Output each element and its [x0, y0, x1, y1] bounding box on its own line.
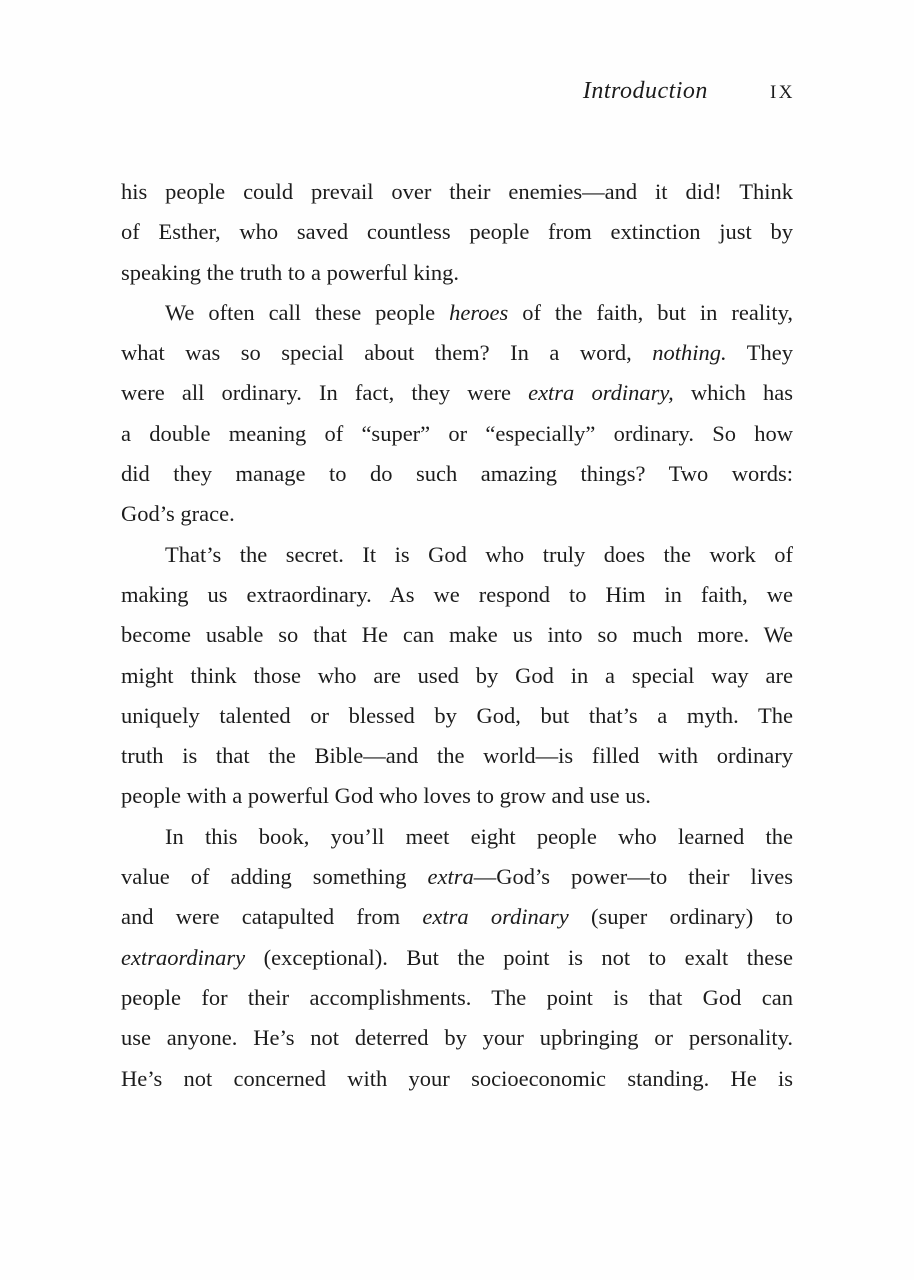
- body-text: (exceptional). But the point is not to exalt these: [245, 944, 793, 970]
- text-line: [121, 253, 793, 293]
- body-text: value of adding something: [121, 864, 428, 890]
- text-line: [121, 494, 793, 534]
- italic-text: extra ordinary: [422, 904, 569, 930]
- body-text: people with a powerful God who loves to grow and use us.: [121, 783, 651, 809]
- paragraph: [121, 172, 793, 293]
- text-line: [121, 776, 793, 816]
- text-line: [121, 938, 793, 978]
- body-text: He’s not concerned with your socioeconomic standing. He is: [121, 1065, 793, 1091]
- text-line: [121, 857, 793, 897]
- italic-text: heroes: [449, 299, 509, 325]
- paragraph: [121, 535, 793, 817]
- body-text: use anyone. He’s not deterred by your upbringing or personality.: [121, 1025, 793, 1051]
- body-text: That’s the secret. It is God who truly does the work of: [165, 541, 793, 567]
- italic-text: extraordinary: [121, 944, 246, 970]
- body-text: making us extraordinary. As we respond to Him in faith, we: [121, 581, 793, 607]
- italic-text: nothing.: [652, 340, 727, 366]
- body-text: did they manage to do such amazing things? Two words:: [121, 461, 793, 487]
- running-head-title: Introduction: [582, 78, 708, 104]
- text-line: [121, 212, 793, 252]
- body-text: God’s grace.: [121, 501, 235, 527]
- italic-text: extra: [427, 864, 474, 890]
- body-text: We often call these people: [165, 299, 450, 325]
- body-text: his people could prevail over their enemies—and it did! Think: [121, 179, 793, 204]
- body-text: people for their accomplishments. The point is that God can: [121, 984, 793, 1010]
- page-header: [121, 78, 795, 105]
- text-line: [121, 897, 793, 937]
- body-text: might think those who are used by God in a special way are: [121, 662, 793, 688]
- text-line: [121, 817, 793, 857]
- body-text: become usable so that He can make us into so much more. We: [121, 622, 793, 648]
- text-line: [121, 373, 793, 413]
- text-line: [121, 978, 793, 1018]
- text-line: [121, 414, 793, 454]
- page-number: IX: [769, 82, 795, 103]
- text-line: [121, 1059, 793, 1099]
- body-text: what was so special about them? In a word,: [121, 340, 653, 366]
- text-line: [121, 615, 793, 655]
- body-text: and were catapulted from: [121, 904, 423, 930]
- body-text: a double meaning of “super” or “especially” ordinary. So how: [121, 420, 793, 446]
- text-line: [121, 293, 793, 333]
- paragraph: [121, 817, 793, 1099]
- body-text: —God’s power—to their lives: [473, 864, 794, 890]
- text-line: [121, 656, 793, 696]
- text-line: [121, 736, 793, 776]
- text-block: [121, 172, 793, 1099]
- text-line: [121, 575, 793, 615]
- text-line: [121, 333, 793, 373]
- body-text: They: [726, 340, 793, 366]
- text-line: [121, 172, 793, 212]
- paragraph: [121, 293, 793, 535]
- body-text: In this book, you’ll meet eight people who learned the: [165, 823, 793, 849]
- text-line: [121, 535, 793, 575]
- body-text: uniquely talented or blessed by God, but that’s a myth. The: [121, 702, 793, 728]
- body-text: were all ordinary. In fact, they were: [121, 380, 529, 406]
- body-text: of the faith, but in reality,: [508, 299, 793, 325]
- body-text: truth is that the Bible—and the world—is filled with ordinary: [121, 743, 793, 769]
- text-line: [121, 1018, 793, 1058]
- body-text: which has: [673, 380, 793, 406]
- italic-text: extra ordinary,: [528, 380, 674, 406]
- body-text: of Esther, who saved countless people from extinction just by: [121, 219, 793, 245]
- body-text: (super ordinary) to: [568, 904, 793, 930]
- text-line: [121, 454, 793, 494]
- body-text: speaking the truth to a powerful king.: [121, 259, 460, 285]
- text-line: [121, 696, 793, 736]
